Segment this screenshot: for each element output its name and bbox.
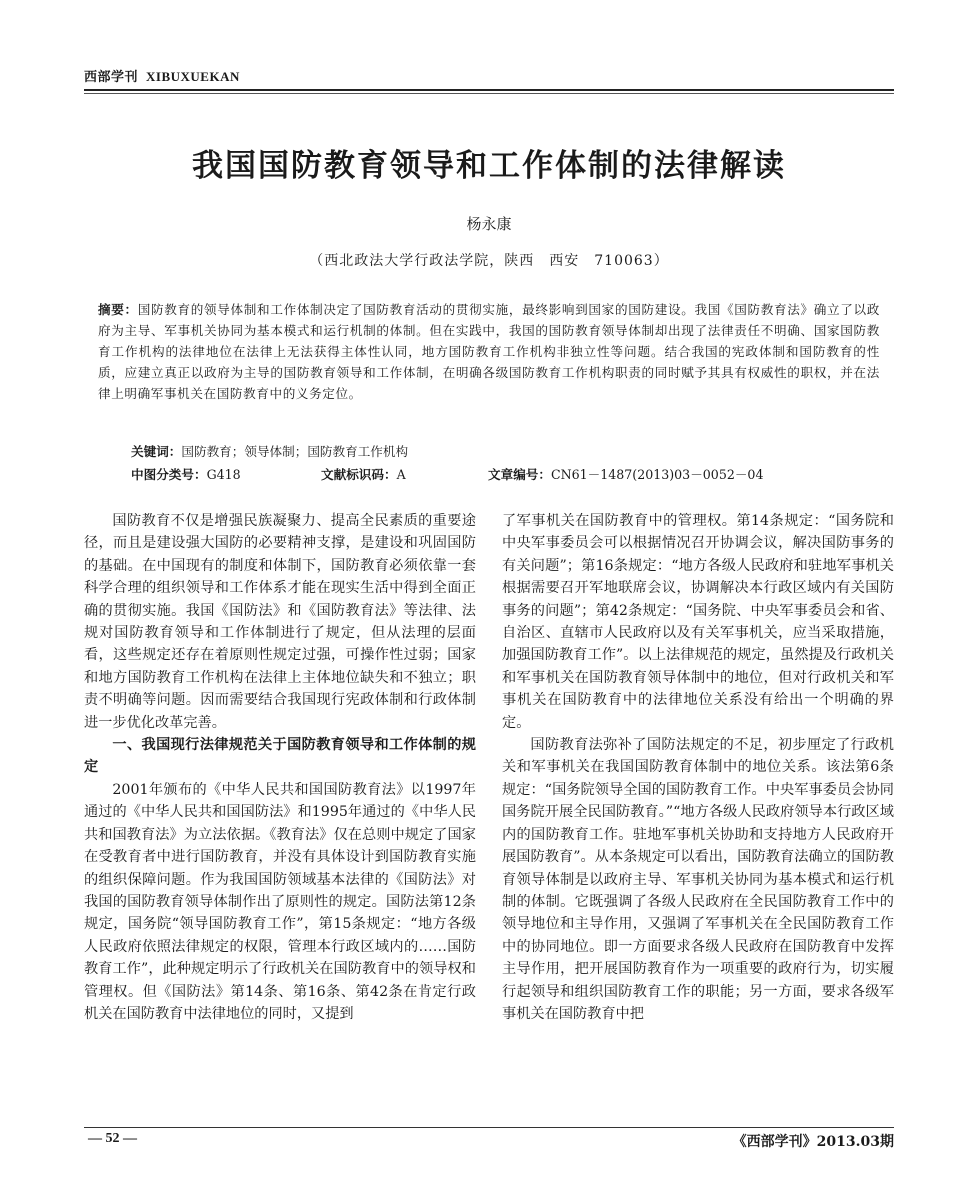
art-value: CN61－1487(2013)03－0052－04: [550, 467, 764, 482]
art-label: 文章编号：: [488, 467, 551, 482]
abstract-label: 摘要：: [98, 302, 138, 317]
keywords-label: 关键词：: [131, 444, 182, 459]
article-author: 杨永康: [466, 215, 512, 233]
keywords-text: 国防教育；领导体制；国防教育工作机构: [181, 444, 409, 459]
right-column: [502, 510, 894, 1025]
doc-label: 文献标识码：: [321, 467, 397, 482]
body-paragraph: 了军事机关在国防教育中的管理权。第14条规定：“国务院和中央军事委员会可以根据情况召开协调会议，解决国防事务的有关问题”；第16条规定：“地方各级人民政府和驻地军事机关根据需要召开军地联席会议，协调解决本行政区域内有关国防事务的问题”；第42条规定：“国务院、中央军事委员会和省、自治区、直辖市人民政府以及有关军事机关，应当采取措施，加强国防教育工作”。以上法律规范的规定，虽然提及行政机关和军事机关在国防教育领导体制中的地位，但对行政机关和军事机关在国防教育中的法律地位关系没有给出一个明确的界定。: [502, 513, 894, 731]
header-rule-thin: [84, 93, 894, 94]
doc-value: A: [396, 467, 406, 482]
article-number: [488, 464, 763, 483]
journal-header: [84, 66, 240, 85]
header-rule: [84, 89, 894, 91]
section-heading: 一、我国现行法律规范关于国防教育领导和工作体制的规定: [84, 737, 476, 776]
body-paragraph: 国防教育法弥补了国防法规定的不足，初步厘定了行政机关和军事机关在我国国防教育体制中的地位关系。该法第6条规定：“国务院领导全国的国防教育工作。中央军事委员会协同国务院开展全民国防教育。”“地方各级人民政府领导本行政区域内的国防教育工作。驻地军事机关协助和支持地方人民政府开展国防教育”。从本条规定可以看出，国防教育法确立的国防教育领导体制是以政府主导、军事机关协同为基本模式和运行机制的体制。它既强调了各级人民政府在全民国防教育工作中的领导地位和主导作用，又强调了军事机关在全民国防教育工作中的协同地位。即一方面要求各级人民政府在国防教育中发挥主导作用，把开展国防教育作为一项重要的政府行为，切实履行起领导和组织国防教育工作的职能；另一方面，要求各级军事机关在国防教育中把: [502, 737, 894, 1022]
footer-rule: [84, 1127, 894, 1128]
page-number: — 52 —: [88, 1131, 137, 1146]
journal-name-cn: 西部学刊: [84, 70, 139, 85]
left-column: [84, 510, 476, 1025]
clc-value: G418: [206, 467, 241, 482]
abstract-text: 国防教育的领导体制和工作体制决定了国防教育活动的贯彻实施，最终影响到国家的国防建设。我国《国防教育法》确立了以政府为主导、军事机关协同为基本模式和运行机制的体制。但在实践中，我国的国防教育领导体制却出现了法律责任不明确、国家国防教育工作机构的法律地位在法律上无法获得主体性认同，地方国防教育工作机构非独立性等问题。结合我国的宪政体制和国防教育的性质，应建立真正以政府为主导的国防教育领导和工作体制，在明确各级国防教育工作机构职责的同时赋予其具有权威性的职权，并在法律上明确军事机关在国防教育中的义务定位。: [98, 302, 880, 401]
doc-code: [321, 464, 406, 483]
clc-label: 中图分类号：: [131, 467, 207, 482]
abstract: [98, 299, 880, 404]
clc-number: [131, 464, 241, 483]
journal-name-en: XIBUXUEKAN: [146, 69, 240, 84]
article-title: 我国国防教育领导和工作体制的法律解读: [192, 148, 786, 184]
author-affiliation: （西北政法大学行政法学院，陕西 西安 710063）: [309, 253, 669, 269]
body-paragraph: 2001年颁布的《中华人民共和国国防教育法》以1997年通过的《中华人民共和国国防法》和1995年通过的《中华人民共和国教育法》为立法依据。《教育法》仅在总则中规定了国家在受教育者中进行国防教育，并没有具体设计到国防教育实施的组织保障问题。作为我国国防领域基本法律的《国防法》对我国的国防教育领导体制作出了原则性的规定。国防法第12条规定，国务院“领导国防教育工作”，第15条规定：“地方各级人民政府依照法律规定的权限，管理本行政区域内的……国防教育工作”，此种规定明示了行政机关在国防教育中的领导权和管理权。但《国防法》第14条、第16条、第42条在肯定行政机关在国防教育中法律地位的同时，又提到: [84, 781, 476, 1022]
keywords: [131, 441, 408, 460]
footer-journal: 《西部学刊》2013.03期: [732, 1134, 894, 1150]
body-paragraph: 国防教育不仅是增强民族凝聚力、提高全民素质的重要途径，而且是建设强大国防的必要精神支撑，是建设和巩固国防的基础。在中国现有的制度和体制下，国防教育必须依靠一套科学合理的组织领导和工作体系才能在现实生活中得到全面正确的贯彻实施。我国《国防法》和《国防教育法》等法律、法规对国防教育领导和工作体制进行了规定，但从法理的层面看，这些规定还存在着原则性规定过强，可操作性过弱；国家和地方国防教育工作机构在法律上主体地位缺失和不独立；职责不明确等问题。因而需要结合我国现行宪政体制和行政体制进一步优化改革完善。: [84, 513, 476, 731]
